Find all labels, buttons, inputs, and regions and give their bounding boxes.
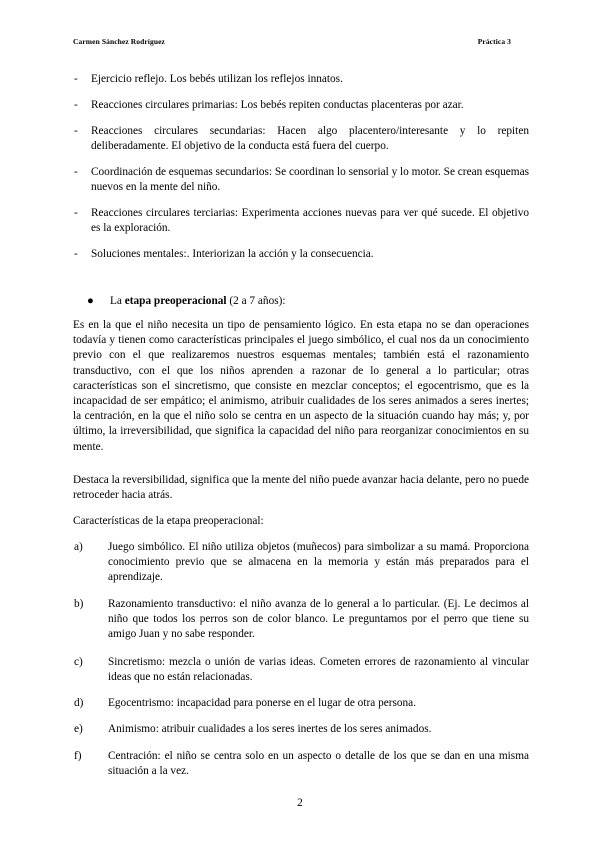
list-item: - Coordinación de esquemas secundarios: Se coordinan lo sensorial y lo motor. Se crean esquemas nuevos en la mente del niño. bbox=[74, 166, 529, 194]
list-item: - Reacciones circulares primarias: Los bebés repiten conductas placenteras por azar. bbox=[74, 99, 464, 111]
header-author: Carmen Sánchez Rodríguez bbox=[73, 37, 165, 46]
list-item: b) Razonamiento transductivo: el niño avanza de lo general a lo particular. (Ej. Le decimos al niño que todos los perros son de color blanco. Le preguntamos por el perro que tiene su amigo Juan y no sabe responder. bbox=[74, 598, 529, 641]
bullet-icon: ● bbox=[87, 295, 94, 307]
page-number: 2 bbox=[297, 797, 303, 809]
paragraph: Es en la que el niño necesita un tipo de pensamiento lógico. En esta etapa no se dan operaciones todavía y tienen como características principales el juego simbólico, el cual nos da un conocimiento previo con el que realizaremos nuestros esquemas mentales; también está el razonamiento transductivo, con el que los niños aprenden a razonar de lo general a lo particular; otras características son el sincretismo, que consiste en mezclar conceptos; el egocentrismo, que es la incapacidad de ser empático; el animismo, atribuir cualidades de los seres animados a seres inertes; la centración, en la que el niño solo se centra en un aspecto de la situación cuando hay más; y, por último, la irreversibilidad, que significa la capacidad del niño para reorganizar conocimientos en su mente. bbox=[73, 319, 529, 453]
section-title: etapa preoperacional bbox=[124, 295, 227, 307]
list-item: a) Juego simbólico. El niño utiliza objetos (muñecos) para simbolizar a su mamá. Proporciona conocimiento previo que se almacena en la memoria y están más preparados para el aprendizaje. bbox=[74, 541, 529, 584]
list-item: c) Sincretismo: mezcla o unión de varias ideas. Cometen errores de razonamiento al vincular ideas que no están relacionadas. bbox=[74, 656, 529, 684]
list-item: - Ejercicio reflejo. Los bebés utilizan los reflejos innatos. bbox=[74, 73, 343, 85]
paragraph: Características de la etapa preoperacional: bbox=[73, 515, 264, 527]
list-item: f) Centración: el niño se centra solo en un aspecto o detalle de los que se dan en una misma situación a la vez. bbox=[74, 750, 529, 778]
list-item: - Soluciones mentales:. Interiorizan la acción y la consecuencia. bbox=[74, 248, 374, 260]
header-title: Práctica 3 bbox=[477, 37, 511, 46]
list-item: d) Egocentrismo: incapacidad para ponerse en el lugar de otra persona. bbox=[74, 697, 417, 709]
section-heading: ● La etapa preoperacional (2 a 7 años): bbox=[93, 294, 286, 309]
paragraph: Destaca la reversibilidad, significa que la mente del niño puede avanzar hacia delante, pero no puede retroceder hacia atrás. bbox=[73, 474, 529, 502]
list-item: - Reacciones circulares terciarias: Experimenta acciones nuevas para ver qué sucede. El objetivo es la exploración. bbox=[74, 207, 529, 235]
list-item: - Reacciones circulares secundarias: Hacen algo placentero/interesante y lo repiten deliberadamente. El objetivo de la conducta está fuera del cuerpo. bbox=[74, 125, 529, 153]
list-item: e) Animismo: atribuir cualidades a los seres inertes de los seres animados. bbox=[74, 723, 432, 735]
